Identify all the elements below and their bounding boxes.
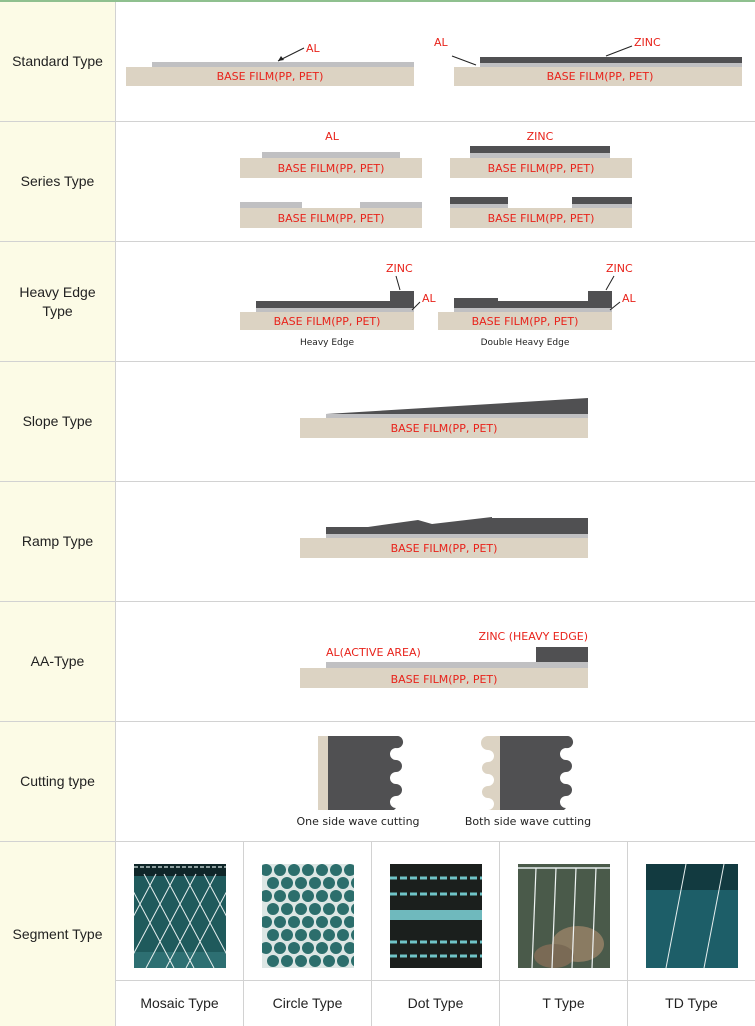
al-label: AL [325, 130, 339, 143]
al-active-area-label: AL(ACTIVE AREA) [326, 646, 421, 659]
base-film-label: BASE FILM(PP, PET) [277, 212, 385, 225]
circle-segment [337, 929, 349, 941]
base-film-label: BASE FILM(PP, PET) [471, 315, 579, 328]
zinc-heavy-edge-label: ZINC (HEAVY EDGE) [478, 630, 588, 643]
circle-segment [316, 864, 328, 876]
mosaic-pattern-image [134, 864, 226, 968]
slope-type-diagram [116, 362, 755, 481]
al-segment [572, 204, 632, 208]
al-segment [450, 204, 508, 208]
row-label: Ramp Type [0, 482, 116, 601]
circle-segment [316, 916, 328, 928]
ramp-type-diagram [116, 482, 755, 601]
slope-type-svg [116, 362, 755, 480]
double-heavy-edge-caption: Double Heavy Edge [480, 338, 570, 348]
zinc-segment [572, 197, 632, 204]
circle-segment [309, 877, 321, 889]
row-label: Heavy Edge Type [0, 242, 116, 361]
segment-caption: Dot Type [372, 980, 499, 1025]
circle-segment [281, 955, 293, 967]
one-side-wave-film [328, 736, 403, 810]
circle-segment [288, 864, 300, 876]
zinc-heavy-edge [536, 647, 588, 662]
zinc-layer [470, 146, 610, 153]
circle-pattern-svg [262, 864, 354, 968]
circle-segment [330, 916, 342, 928]
circle-segment [274, 916, 286, 928]
t-pattern-image [518, 864, 610, 968]
aa-type-diagram [116, 602, 755, 721]
heavy-edge-type-diagrams [116, 242, 755, 361]
base-film-label: BASE FILM(PP, PET) [390, 542, 498, 555]
aa-type-svg [116, 602, 755, 720]
circle-segment [302, 890, 314, 902]
zinc-heavy-edge [588, 291, 612, 301]
circle-segment [274, 864, 286, 876]
circle-segment [330, 890, 342, 902]
circle-segment [302, 864, 314, 876]
standard-type-svg [116, 2, 755, 120]
zinc-ramp-layer [326, 517, 588, 534]
row-label: Segment Type [0, 842, 116, 1026]
td-pattern-svg [646, 864, 738, 968]
segment-mosaic [116, 842, 244, 1026]
row-slope-type [0, 362, 755, 482]
circle-segment [281, 877, 293, 889]
circle-segment [316, 942, 328, 954]
zinc-label: ZINC [606, 262, 633, 275]
segment-caption: Mosaic Type [116, 980, 243, 1025]
circle-pattern-image [262, 864, 354, 968]
segment-caption: Circle Type [244, 980, 371, 1025]
segment-dot [372, 842, 500, 1026]
zinc-pointer-arrow [396, 276, 400, 290]
row-heavy-edge-type [0, 242, 755, 362]
standard-type-diagrams [116, 2, 755, 121]
al-layer [326, 534, 588, 538]
circle-segment [302, 916, 314, 928]
td-pattern-image [646, 864, 738, 968]
zinc-pointer-arrow [606, 276, 614, 290]
al-layer [152, 62, 414, 67]
dot-pattern-image [390, 864, 482, 968]
row-ramp-type [0, 482, 755, 602]
segment-t [500, 842, 628, 1026]
segment-type-grid [116, 842, 755, 1026]
t-pattern-svg [518, 864, 610, 968]
zinc-heavy-edge [390, 291, 414, 301]
zinc-pointer-arrow [606, 46, 632, 56]
circle-segment [309, 903, 321, 915]
row-label: Slope Type [0, 362, 116, 481]
ramp-type-svg [116, 482, 755, 600]
row-label: Series Type [0, 122, 116, 241]
cutting-type-diagrams [116, 722, 755, 841]
circle-segment [267, 903, 279, 915]
row-label: Standard Type [0, 2, 116, 121]
base-film-label: BASE FILM(PP, PET) [390, 422, 498, 435]
circle-segment [274, 890, 286, 902]
al-label: AL [622, 292, 636, 305]
circle-segment [337, 955, 349, 967]
zinc-label: ZINC [526, 130, 554, 143]
al-layer [256, 308, 414, 312]
circle-segment [323, 877, 335, 889]
zinc-layer [480, 57, 742, 63]
row-label: Cutting type [0, 722, 116, 841]
base-film-label: BASE FILM(PP, PET) [277, 162, 385, 175]
circle-segment [274, 942, 286, 954]
row-label: AA-Type [0, 602, 116, 721]
circle-segment [288, 942, 300, 954]
circle-segment [330, 942, 342, 954]
circle-segment [302, 942, 314, 954]
both-side-wave-caption: Both side wave cutting [464, 815, 592, 828]
base-film-label: BASE FILM(PP, PET) [273, 315, 381, 328]
circle-segment [267, 877, 279, 889]
dot-pattern-svg [390, 864, 482, 968]
zinc-layer [454, 301, 612, 308]
row-aa-type [0, 602, 755, 722]
circle-segment [323, 903, 335, 915]
circle-segment [288, 890, 300, 902]
cutting-type-svg [116, 722, 755, 840]
circle-segment [309, 929, 321, 941]
segment-circle [244, 842, 372, 1026]
circle-segment [288, 916, 300, 928]
circle-segment [309, 955, 321, 967]
circle-segment [281, 903, 293, 915]
circle-segment [281, 929, 293, 941]
zinc-label: ZINC [386, 262, 413, 275]
circle-segment [295, 903, 307, 915]
series-type-diagrams [116, 122, 755, 241]
al-segment [360, 202, 422, 208]
al-layer [470, 153, 610, 158]
circle-segment [330, 864, 342, 876]
circle-segment [337, 877, 349, 889]
al-layer [480, 63, 742, 67]
one-side-wave-caption: One side wave cutting [296, 815, 420, 828]
circle-segment [295, 929, 307, 941]
circle-segment [267, 929, 279, 941]
heavy-edge-caption: Heavy Edge [300, 338, 354, 348]
segment-caption: TD Type [628, 980, 755, 1025]
zinc-layer [256, 301, 414, 308]
mosaic-pattern-svg [134, 864, 226, 968]
zinc-heavy-edge [454, 298, 498, 301]
zinc-slope-layer [326, 398, 588, 414]
row-segment-type [0, 842, 755, 1026]
base-film-label: BASE FILM(PP, PET) [546, 70, 654, 83]
row-series-type [0, 122, 755, 242]
base-film-label: BASE FILM(PP, PET) [390, 673, 498, 686]
circle-segment [295, 877, 307, 889]
al-active-area-layer [326, 662, 588, 668]
row-standard-type [0, 2, 755, 122]
circle-segment [323, 929, 335, 941]
al-layer [454, 308, 612, 312]
series-type-svg [116, 122, 755, 240]
row-cutting-type [0, 722, 755, 842]
al-pointer-arrow [452, 56, 476, 65]
circle-segment [267, 955, 279, 967]
circle-segment [316, 890, 328, 902]
segment-caption: T Type [500, 980, 627, 1025]
al-label: AL [422, 292, 436, 305]
al-label: AL [434, 36, 448, 49]
al-label: AL [306, 42, 320, 55]
heavy-edge-type-svg [116, 242, 755, 360]
al-layer [326, 414, 588, 418]
circle-segment [337, 903, 349, 915]
both-side-wave-film [500, 736, 573, 810]
al-layer [262, 152, 400, 158]
base-film-label: BASE FILM(PP, PET) [487, 162, 595, 175]
circle-segment [295, 955, 307, 967]
zinc-segment [450, 197, 508, 204]
al-segment [240, 202, 302, 208]
circle-segment [323, 955, 335, 967]
base-film-wave-margin [481, 736, 500, 810]
base-film-label: BASE FILM(PP, PET) [487, 212, 595, 225]
segment-td [628, 842, 755, 1026]
base-film-label: BASE FILM(PP, PET) [216, 70, 324, 83]
zinc-label: ZINC [634, 36, 661, 49]
